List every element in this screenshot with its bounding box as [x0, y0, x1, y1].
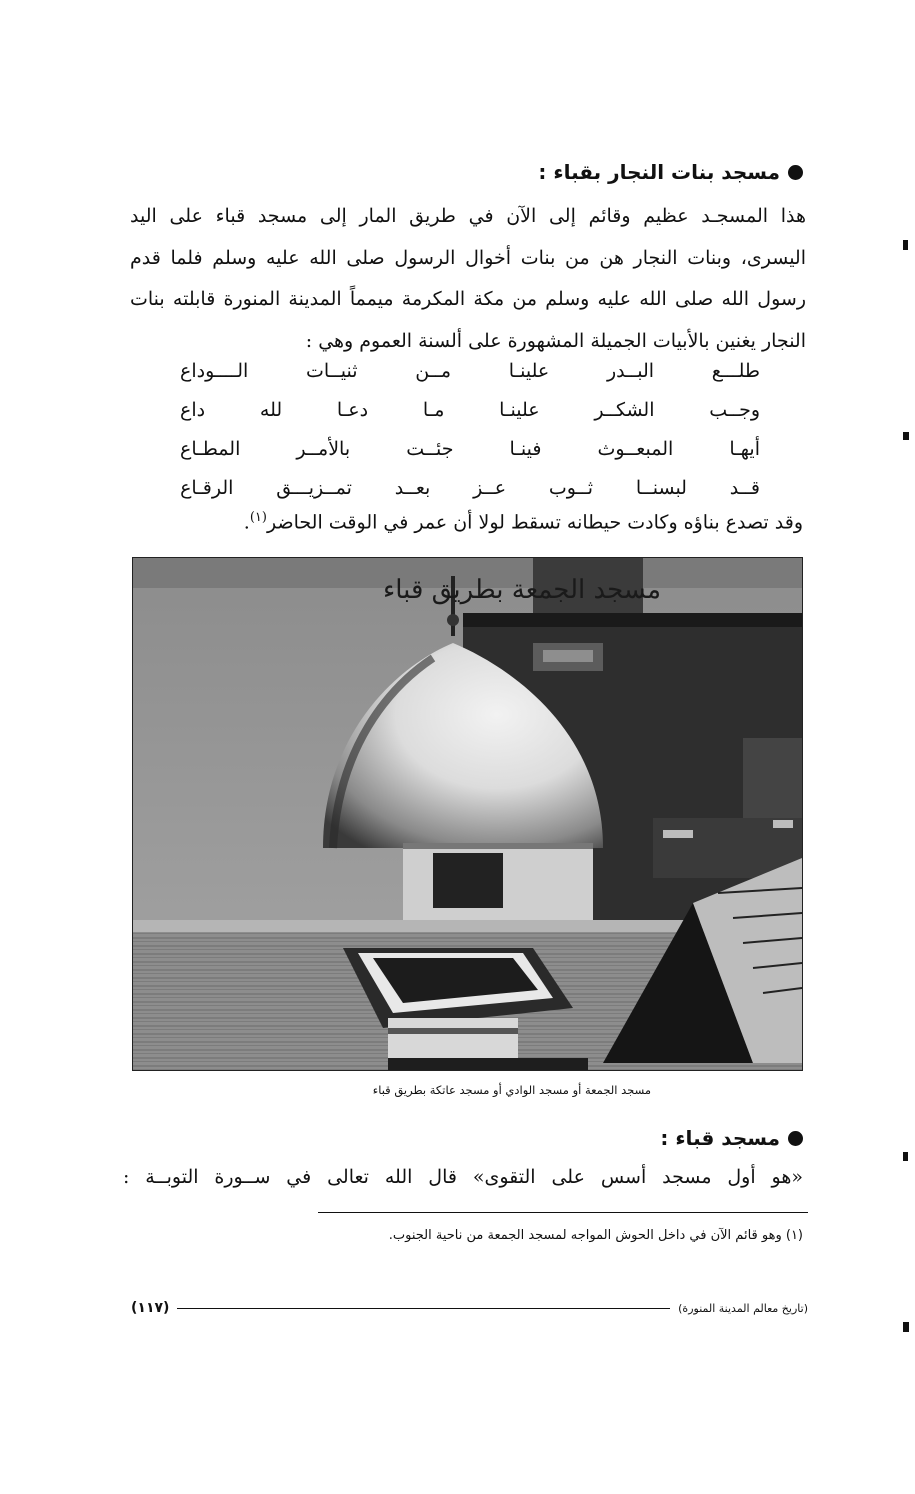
poem-word: الرقـاع — [180, 477, 234, 499]
poem-word: علينـا — [499, 399, 540, 421]
intro-paragraph — [130, 196, 806, 362]
bullet-icon — [788, 165, 803, 180]
footnote-divider — [318, 1212, 808, 1213]
paragraph-line: النجار يغنين بالأبيات الجميلة المشهورة على ألسنة العموم وهي : — [305, 329, 806, 352]
heading-text: مسجد قباء : — [660, 1126, 780, 1150]
scan-mark — [903, 1152, 908, 1161]
scan-mark — [903, 1322, 909, 1332]
mosque-photo — [132, 557, 803, 1071]
poem-word: بالأمــر — [296, 438, 351, 460]
poem-word: بعــد — [394, 477, 431, 499]
poem — [180, 352, 760, 508]
poem-word: الــــوداع — [180, 360, 249, 382]
poem-word: الشكــر — [594, 399, 655, 421]
poem-word: فينـا — [509, 438, 542, 460]
footnote: (١) وهو قائم الآن في داخل الحوش المواجه لمسجد الجمعة من ناحية الجنوب. — [388, 1228, 803, 1243]
poem-line — [180, 430, 760, 469]
paragraph-line: هذا المسجـد عظيم وقائم إلى الآن في طريق المار إلى مسجد قباء على اليد — [130, 205, 806, 227]
poem-word: مـا — [422, 399, 445, 421]
footer-rule — [177, 1308, 670, 1309]
poem-line — [180, 469, 760, 508]
poem-word: جئــت — [406, 438, 454, 460]
poem-line — [180, 391, 760, 430]
bullet-icon — [788, 1131, 803, 1146]
poem-word: علينـا — [508, 360, 550, 382]
section-heading-quba-mosque — [660, 1126, 803, 1150]
heading-text: مسجد بنات النجار بقباء : — [538, 160, 780, 184]
page-footer — [131, 1298, 808, 1318]
photo-caption: مسجد الجمعة أو مسجد الوادي أو مسجد عاتكة بطريق قباء — [372, 1083, 651, 1097]
poem-word: مــن — [415, 360, 452, 382]
poem-word: البــدر — [606, 360, 655, 382]
poem-word: ثنيــات — [305, 360, 358, 382]
poem-word: لله — [259, 399, 283, 421]
scan-mark — [903, 432, 909, 440]
closing-period: . — [243, 511, 250, 534]
paragraph-line: رسول الله صلى الله عليه وسلم من مكة المكرمة ميمماً المدينة المنورة قابلته بنات — [130, 288, 806, 310]
paragraph-line: اليسرى، وبنات النجار هن من بنات أخوال الرسول صلى الله عليه وسلم فلما قدم — [130, 246, 806, 269]
poem-word: قــد — [729, 477, 760, 499]
closing-text: وقد تصدع بناؤه وكادت حيطانه تسقط لولا أن عمر في الوقت الحاضر — [266, 511, 803, 534]
closing-sentence — [244, 510, 803, 533]
poem-word: ثــوب — [548, 477, 594, 499]
poem-word: طلـــع — [711, 360, 760, 382]
mosque-dome-image — [133, 558, 802, 1070]
poem-word: أيهـا — [729, 438, 760, 460]
poem-word: المبعــوث — [597, 438, 674, 460]
poem-word: دعـا — [336, 399, 369, 421]
photo-handwriting: مسجد الجمعة بطريق قباء — [383, 575, 662, 605]
poem-word: المطـاع — [180, 438, 241, 460]
poem-word: داع — [180, 399, 206, 421]
poem-word: تمــزيـــق — [276, 477, 352, 499]
poem-word: وجــب — [709, 399, 760, 421]
section-heading-banat-al-najjar — [538, 160, 803, 184]
poem-word: لبسنــا — [635, 477, 687, 499]
poem-line — [180, 352, 760, 391]
poem-word: عــز — [473, 477, 507, 499]
quote-line: «هو أول مسجد أسس على التقوى» قال الله تعالى في ســورة التوبــة : — [123, 1166, 803, 1188]
footnote-ref[interactable]: (١) — [249, 510, 267, 525]
page-number: (١١٧) — [131, 1300, 170, 1316]
book-title: (تاريخ معالم المدينة المنورة) — [678, 1301, 808, 1315]
scan-mark — [903, 240, 908, 250]
